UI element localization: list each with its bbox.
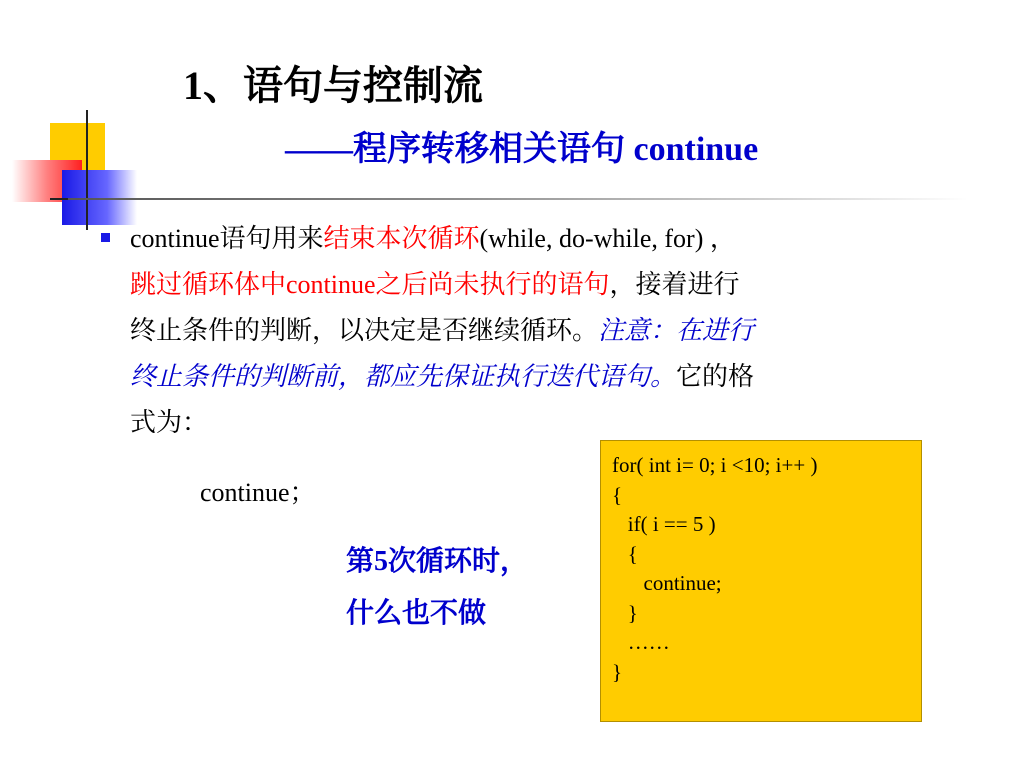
paragraph-line-2 bbox=[130, 262, 964, 308]
slide-subtitle: ——程序转移相关语句 continue bbox=[285, 131, 759, 168]
text-emphasis-end-loop: 结束本次循环 bbox=[323, 224, 480, 253]
code-line: if( i == 5 ) bbox=[612, 512, 716, 536]
text-note-end: 终止条件的判断前，都应先保证执行迭代语句。 bbox=[130, 362, 677, 391]
annotation-line-2: 什么也不做 bbox=[346, 598, 487, 629]
text-emphasis-skip: 跳过循环体中continue之后尚未执行的语句 bbox=[130, 270, 610, 299]
code-example-box bbox=[600, 440, 922, 722]
bullet-square-icon bbox=[101, 233, 110, 242]
code-line: { bbox=[612, 541, 638, 566]
code-line: { bbox=[612, 482, 623, 507]
bullet-paragraph bbox=[130, 216, 964, 446]
title-divider bbox=[68, 198, 968, 200]
text-intro: continue语句用来 bbox=[130, 224, 324, 253]
annotation-line-1: 第5次循环时， bbox=[346, 546, 529, 577]
code-line: } bbox=[612, 600, 638, 625]
paragraph-line-1 bbox=[130, 216, 964, 262]
text-then: ，接着进行 bbox=[609, 270, 740, 299]
slide-title: 1、语句与控制流 bbox=[183, 63, 483, 108]
code-line: …… bbox=[612, 630, 670, 654]
paragraph-line-5: 式为： bbox=[130, 408, 209, 437]
text-loop-kinds: (while, do-while, for) ， bbox=[479, 224, 736, 253]
paragraph-line-3 bbox=[130, 308, 964, 354]
code-line: } bbox=[612, 659, 623, 684]
text-condition: 终止条件的判断，以决定是否继续循环。 bbox=[130, 316, 599, 345]
code-line: continue; bbox=[612, 571, 722, 595]
decorative-vertical-line bbox=[86, 110, 88, 230]
text-format-start: 它的格 bbox=[676, 362, 755, 391]
annotation-note bbox=[346, 536, 528, 640]
text-note-start: 注意：在进行 bbox=[598, 316, 755, 345]
paragraph-line-4 bbox=[130, 354, 964, 400]
continue-statement: continue； bbox=[200, 478, 316, 507]
code-line: for( int i= 0; i <10; i++ ) bbox=[612, 453, 818, 477]
